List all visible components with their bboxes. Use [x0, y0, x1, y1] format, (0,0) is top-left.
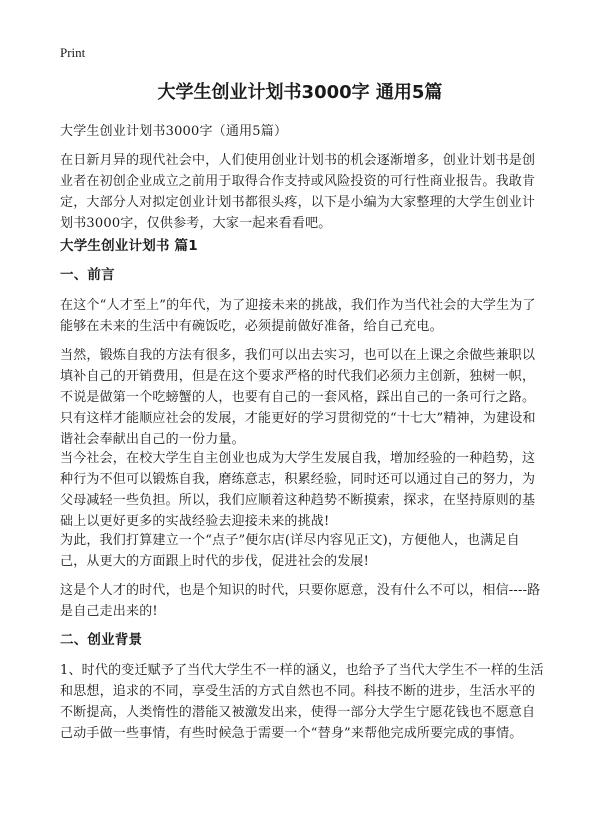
paragraph-preface-5: 这是个人才的时代，也是个知识的时代，只要你愿意，没有什么不可以，相信----路是自己走出来的!	[60, 583, 541, 619]
page-title: 大学生创业计划书3000字 通用5篇	[157, 82, 443, 103]
article-heading: 大学生创业计划书 篇1	[60, 238, 198, 254]
section-heading-background: 二、创业背景	[60, 632, 143, 648]
paragraph-preface-4: 为此，我们打算建立一个“点子”便尔店(详尽内容见正文)，方便他人，也满足自己，从更大的方面跟上时代的步伐，促进社会的发展!	[60, 533, 520, 569]
intro-subtitle: 大学生创业计划书3000字（通用5篇）	[60, 124, 288, 139]
paragraph-preface-2: 当然，锻炼自我的方法有很多，我们可以出去实习，也可以在上课之余做些兼职以填补自己的开销费用，但是在这个要求严格的时代我们必须力主创新，独树一帜，不说是做第一个吃螃蟹的人，也要有自己的一套风格，踩出自己的一条可行之路。只有这样才能顺应社会的发展，才能更好的学习贯彻党的“十七大”精神，为建设和谐社会奉献出自己的一份力量。	[60, 348, 536, 447]
paragraph-preface-1: 在这个“人才至上”的年代，为了迎接未来的挑战，我们作为当代社会的大学生为了能够在未来的生活中有碗饭吃，必须提前做好准备，给自己充电。	[60, 298, 536, 334]
paragraph-background-1: 1、时代的变迁赋予了当代大学生不一样的涵义，也给予了当代大学生不一样的生活和思想，追求的不同，享受生活的方式自然也不同。科技不断的进步，生活水平的不断提高，人类惰性的潜能又被激发出来，使得一部分大学生宁愿花钱也不愿意自己动手做一些事情，有些时候急于需要一个“替身”来帮他完成所要完成的事情。	[60, 663, 544, 741]
print-label[interactable]: Print	[60, 45, 86, 60]
section-heading-preface: 一、前言	[60, 267, 115, 283]
paragraph-preface-3: 当今社会，在校大学生自主创业也成为大学生发展自我，增加经验的一种趋势，这种行为不但可以锻炼自我，磨练意志，积累经验，同时还可以通过自己的努力，为父母减轻一些负担。所以，我们应顺着这种趋势不断摸索，探求，在坚持原则的基础上以更好更多的实战经验去迎接未来的挑战!	[60, 451, 536, 529]
intro-paragraph: 在日新月异的现代社会中，人们使用创业计划书的机会逐渐增多，创业计划书是创业者在初创企业成立之前用于取得合作支持或风险投资的可行性商业报告。我敢肯定，大部分人对拟定创业计划书都很头疼，以下是小编为大家整理的大学生创业计划书3000字，仅供参考，大家一起来看看吧。	[60, 153, 536, 231]
